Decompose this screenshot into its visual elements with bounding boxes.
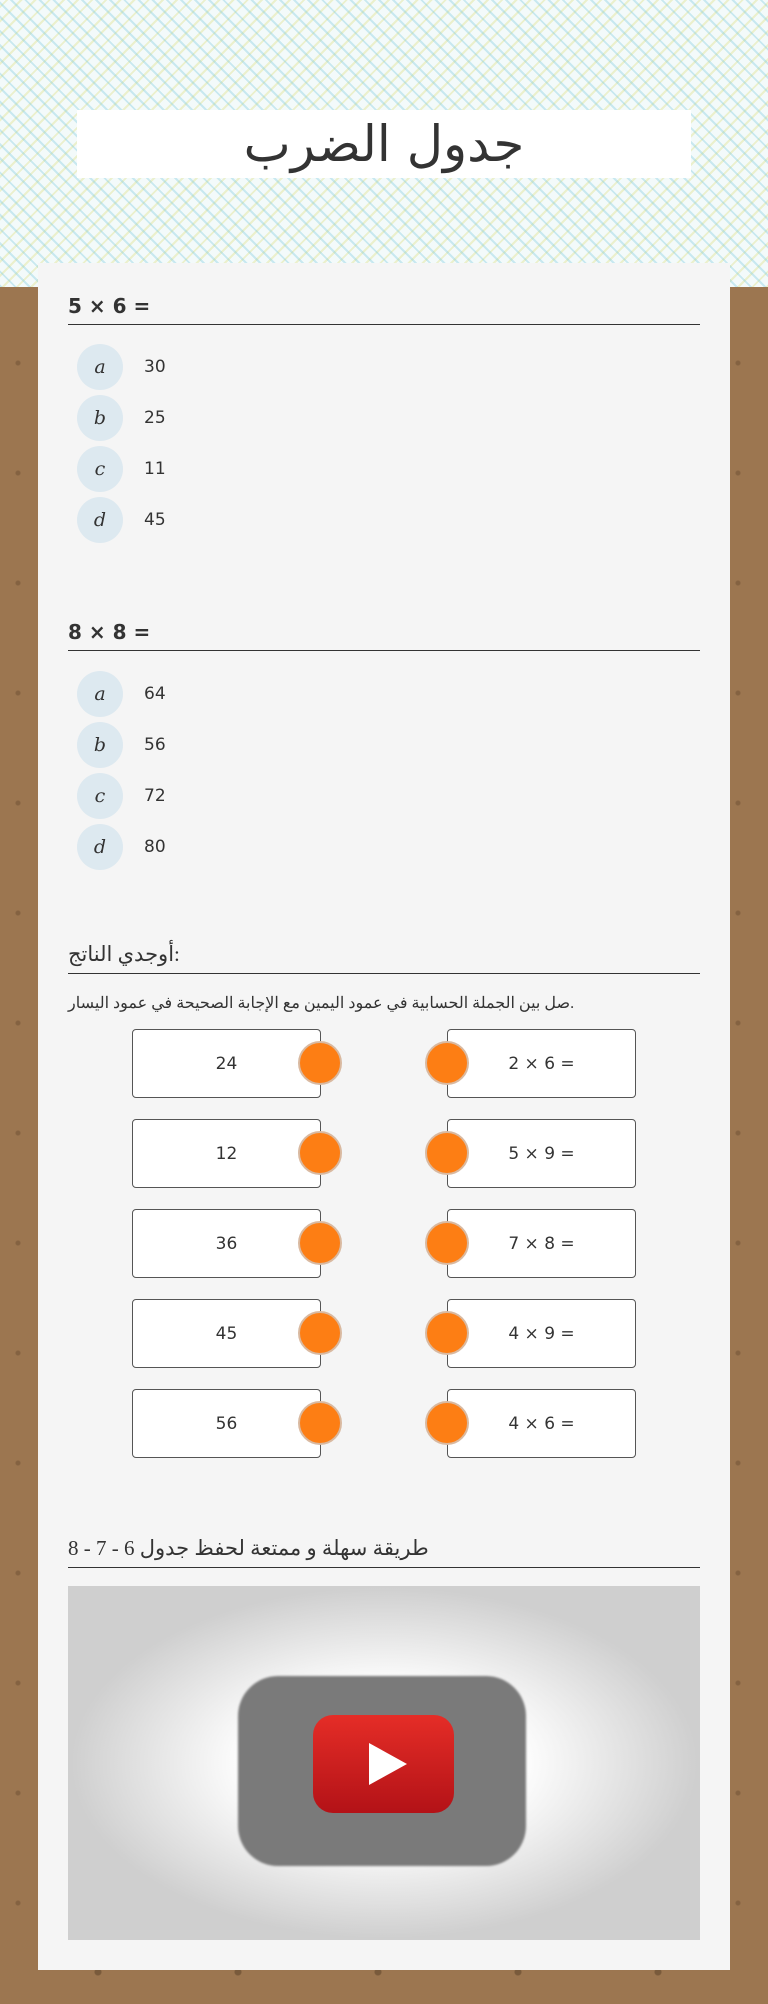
page-title: جدول الضرب: [77, 110, 691, 178]
match-expression-box[interactable]: 4 × 9 =: [447, 1299, 636, 1368]
match-connector-right[interactable]: [425, 1041, 469, 1085]
option-letter: d: [77, 824, 123, 870]
option-text: 45: [144, 510, 166, 530]
option-c[interactable]: [77, 446, 166, 492]
match-expression-box[interactable]: 4 × 6 =: [447, 1389, 636, 1458]
option-text: 30: [144, 357, 166, 377]
option-text: 72: [144, 786, 166, 806]
matching-heading: أوجدي الناتج:: [68, 942, 700, 974]
match-connector-right[interactable]: [425, 1311, 469, 1355]
video-player[interactable]: [68, 1586, 700, 1940]
option-letter: c: [77, 773, 123, 819]
match-connector-right[interactable]: [425, 1221, 469, 1265]
option-b[interactable]: [77, 722, 166, 768]
option-letter: b: [77, 395, 123, 441]
match-connector-left[interactable]: [298, 1131, 342, 1175]
option-letter: b: [77, 722, 123, 768]
option-letter: a: [77, 344, 123, 390]
match-answer-box[interactable]: 12: [132, 1119, 321, 1188]
option-letter: d: [77, 497, 123, 543]
match-answer-box[interactable]: 56: [132, 1389, 321, 1458]
match-answer-box[interactable]: 24: [132, 1029, 321, 1098]
option-a[interactable]: [77, 671, 166, 717]
question-2-title: 8 × 8 =: [68, 620, 700, 651]
option-text: 56: [144, 735, 166, 755]
option-text: 25: [144, 408, 166, 428]
match-connector-right[interactable]: [425, 1401, 469, 1445]
video-heading: طريقة سهلة و ممتعة لحفظ جدول 6 - 7 - 8: [68, 1536, 700, 1568]
option-d[interactable]: [77, 497, 166, 543]
play-icon[interactable]: [313, 1715, 454, 1813]
match-connector-left[interactable]: [298, 1311, 342, 1355]
match-expression-box[interactable]: 5 × 9 =: [447, 1119, 636, 1188]
option-letter: c: [77, 446, 123, 492]
option-text: 11: [144, 459, 166, 479]
match-connector-left[interactable]: [298, 1041, 342, 1085]
option-b[interactable]: [77, 395, 166, 441]
option-text: 64: [144, 684, 166, 704]
match-connector-left[interactable]: [298, 1221, 342, 1265]
match-connector-left[interactable]: [298, 1401, 342, 1445]
option-text: 80: [144, 837, 166, 857]
match-answer-box[interactable]: 36: [132, 1209, 321, 1278]
option-d[interactable]: [77, 824, 166, 870]
option-c[interactable]: [77, 773, 166, 819]
option-a[interactable]: [77, 344, 166, 390]
match-answer-box[interactable]: 45: [132, 1299, 321, 1368]
match-connector-right[interactable]: [425, 1131, 469, 1175]
matching-instruction: صل بين الجملة الحسابية في عمود اليمين مع الإجابة الصحيحة في عمود اليسار.: [68, 995, 575, 1012]
match-expression-box[interactable]: 7 × 8 =: [447, 1209, 636, 1278]
option-letter: a: [77, 671, 123, 717]
question-1-title: 5 × 6 =: [68, 294, 700, 325]
match-expression-box[interactable]: 2 × 6 =: [447, 1029, 636, 1098]
